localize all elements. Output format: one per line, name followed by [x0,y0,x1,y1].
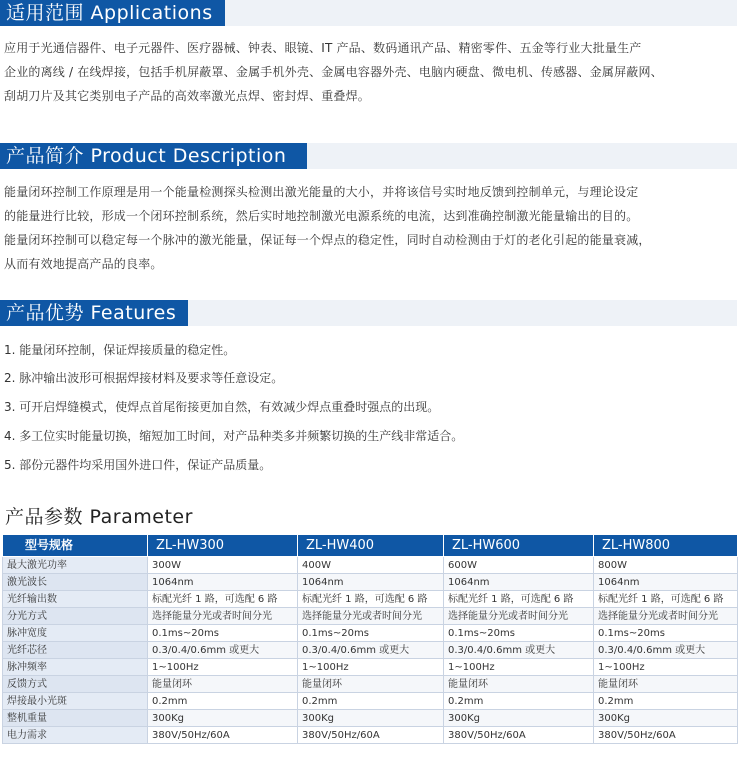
table-cell: 300Kg [148,710,298,727]
table-cell: 0.1ms~20ms [594,625,738,642]
table-cell: 300Kg [444,710,594,727]
table-cell: 标配光纤 1 路，可选配 6 路 [594,591,738,608]
table-row [3,608,738,625]
table-cell: 标配光纤 1 路，可选配 6 路 [444,591,594,608]
table-cell: 1~100Hz [298,659,444,676]
description-title-block [0,143,307,169]
row-label: 最大激光功率 [3,557,148,574]
feature-item-5: 5. 部份元器件均采用国外进口件，保证产品质量。 [4,458,272,472]
applications-line: 应用于光通信器件、电子元器件、医疗器械、钟表、眼镜、IT 产品、数码通讯产品、精密零件、五金等行业大批量生产 [4,41,642,55]
table-cell: 0.1ms~20ms [148,625,298,642]
table-cell: 380V/50Hz/60A [148,727,298,744]
table-row [3,693,738,710]
table-cell: 选择能量分光或者时间分光 [444,608,594,625]
applications-title-block [0,0,225,26]
table-cell: 1064nm [594,574,738,591]
table-cell: 380V/50Hz/60A [594,727,738,744]
table-cell: 1~100Hz [444,659,594,676]
parameters-table [2,534,738,744]
table-cell: 300Kg [298,710,444,727]
table-row [3,574,738,591]
row-label: 分光方式 [3,608,148,625]
header-zl-hw400: ZL-HW400 [298,535,444,557]
feature-item-1: 1. 能量闭环控制，保证焊接质量的稳定性。 [4,343,236,357]
features-section-bar [0,300,737,326]
feature-item-4: 4. 多工位实时能量切换，缩短加工时间，对产品种类多并频繁切换的生产线非常适合。 [4,429,464,443]
table-row [3,659,738,676]
table-row [3,727,738,744]
feature-item-2: 2. 脉冲输出波形可根据焊接材料及要求等任意设定。 [4,371,284,385]
table-cell: 能量闭环 [594,676,738,693]
applications-title: 适用范围 Applications [6,2,213,24]
table-cell: 0.2mm [298,693,444,710]
table-cell: 0.3/0.4/0.6mm 或更大 [148,642,298,659]
table-row [3,557,738,574]
table-cell: 400W [298,557,444,574]
description-line: 的能量进行比较，形成一个闭环控制系统，然后实时地控制激光电源系统的电流，达到准确控制激光能量输出的目的。 [4,209,639,223]
row-label: 光纤芯径 [3,642,148,659]
row-label: 焊接最小光斑 [3,693,148,710]
table-cell: 800W [594,557,738,574]
table-cell: 标配光纤 1 路，可选配 6 路 [148,591,298,608]
table-cell: 选择能量分光或者时间分光 [594,608,738,625]
parameters-header-row [3,535,738,557]
row-label: 脉冲频率 [3,659,148,676]
table-cell: 1~100Hz [594,659,738,676]
table-cell: 300W [148,557,298,574]
table-cell: 300Kg [594,710,738,727]
table-cell: 0.1ms~20ms [298,625,444,642]
header-zl-hw600: ZL-HW600 [444,535,594,557]
applications-line: 刮胡刀片及其它类别电子产品的高效率激光点焊、密封焊、重叠焊。 [4,89,371,103]
description-line: 从而有效地提高产品的良率。 [4,257,163,271]
header-zl-hw800: ZL-HW800 [594,535,738,557]
features-title-block [0,300,188,326]
table-cell: 1064nm [444,574,594,591]
applications-line: 企业的离线 / 在线焊接，包括手机屏蔽罩、金属手机外壳、金属电容器外壳、电脑内硬盘、微电机、传感器、金属屏蔽网、 [4,65,663,79]
table-row [3,642,738,659]
table-cell: 标配光纤 1 路，可选配 6 路 [298,591,444,608]
table-row [3,676,738,693]
parameters-title: 产品参数 Parameter [5,506,193,528]
table-cell: 600W [444,557,594,574]
table-row [3,625,738,642]
description-line: 能量闭环控制可以稳定每一个脉冲的激光能量，保证每一个焊点的稳定性，同时自动检测由于灯的老化引起的能量衰减， [4,233,651,247]
row-label: 激光波长 [3,574,148,591]
table-cell: 0.2mm [594,693,738,710]
description-text [4,180,736,276]
table-cell: 选择能量分光或者时间分光 [148,608,298,625]
row-label: 整机重量 [3,710,148,727]
applications-text [4,36,736,108]
table-cell: 能量闭环 [148,676,298,693]
row-label: 光纤输出数 [3,591,148,608]
table-cell: 0.1ms~20ms [444,625,594,642]
applications-section-bar [0,0,737,26]
table-cell: 0.3/0.4/0.6mm 或更大 [594,642,738,659]
table-cell: 380V/50Hz/60A [444,727,594,744]
header-model-spec: 型号规格 [3,535,148,557]
table-cell: 1064nm [298,574,444,591]
table-cell: 能量闭环 [298,676,444,693]
table-cell: 0.3/0.4/0.6mm 或更大 [298,642,444,659]
row-label: 反馈方式 [3,676,148,693]
table-cell: 选择能量分光或者时间分光 [298,608,444,625]
feature-item-3: 3. 可开启焊缝模式，使焊点首尾衔接更加自然，有效减少焊点重叠时强点的出现。 [4,400,440,414]
table-cell: 0.3/0.4/0.6mm 或更大 [444,642,594,659]
table-cell: 能量闭环 [444,676,594,693]
table-cell: 0.2mm [148,693,298,710]
description-section-bar [0,143,737,169]
table-row [3,710,738,727]
row-label: 电力需求 [3,727,148,744]
row-label: 脉冲宽度 [3,625,148,642]
table-cell: 0.2mm [444,693,594,710]
features-title: 产品优势 Features [6,302,177,324]
description-title: 产品简介 Product Description [6,145,287,167]
table-cell: 380V/50Hz/60A [298,727,444,744]
table-cell: 1~100Hz [148,659,298,676]
table-row [3,591,738,608]
table-cell: 1064nm [148,574,298,591]
header-zl-hw300: ZL-HW300 [148,535,298,557]
description-line: 能量闭环控制工作原理是用一个能量检测探头检测出激光能量的大小，并将该信号实时地反馈到控制单元，与理论设定 [4,185,639,199]
